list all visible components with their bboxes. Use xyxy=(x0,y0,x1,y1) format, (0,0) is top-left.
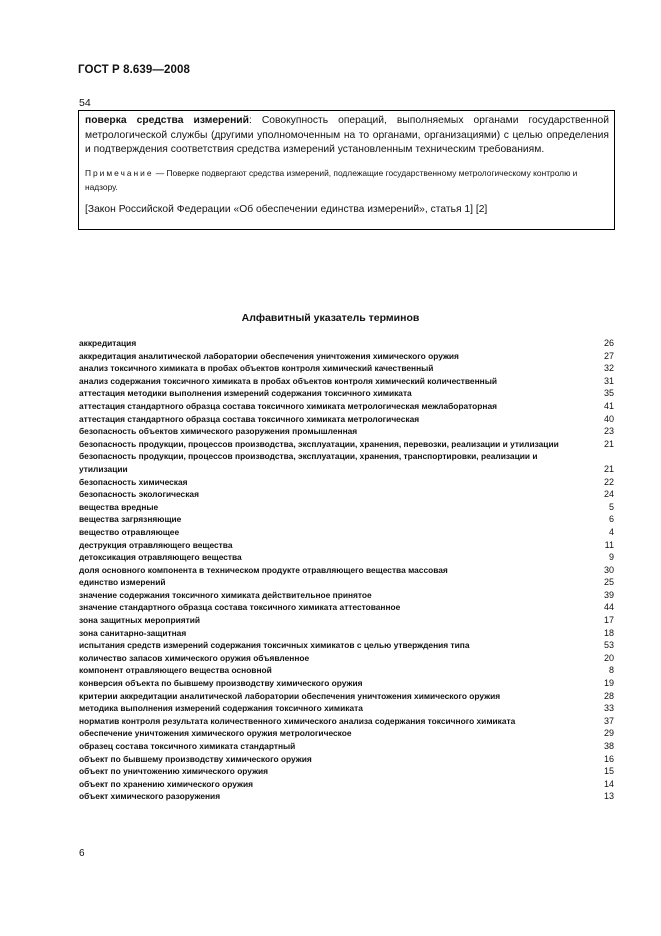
index-entry xyxy=(79,476,614,489)
index-entry xyxy=(79,652,614,665)
index-entry-term: обеспечение уничтожения химического оружия метрологическое xyxy=(79,728,352,739)
index-entry-page: 29 xyxy=(603,728,614,739)
page-number: 6 xyxy=(79,848,85,859)
index-entry-page: 28 xyxy=(603,690,614,701)
index-entry-term: объект химического разоружения xyxy=(79,791,221,802)
index-entry-page: 23 xyxy=(603,426,614,437)
index-entry-page: 53 xyxy=(603,640,614,651)
index-entry-term: значение стандартного образца состава токсичного химиката аттестованное xyxy=(79,602,401,613)
index-entry-term: аттестация методики выполнения измерений содержания токсичного химиката xyxy=(79,388,412,399)
index-entry-page: 26 xyxy=(603,338,614,348)
index-entry xyxy=(79,664,614,677)
index-entry-term: объект по уничтожению химического оружия xyxy=(79,766,269,777)
index-entry-page: 19 xyxy=(603,678,614,689)
index-entry-page: 25 xyxy=(603,577,614,588)
index-entry xyxy=(79,551,614,564)
index-entry-term: детоксикация отравляющего вещества xyxy=(79,552,242,563)
index-entry xyxy=(79,576,614,589)
index-entry xyxy=(79,702,614,715)
index-entry-page: 44 xyxy=(603,602,614,613)
index-entry-term: безопасность объектов химического разоружения промышленная xyxy=(79,426,358,437)
index-entry xyxy=(79,690,614,703)
index-entry xyxy=(79,387,614,400)
index-entry-term: аттестация стандартного образца состава токсичного химиката метрологическая xyxy=(79,413,420,424)
index-entry xyxy=(79,677,614,690)
index-entry-term: вещество отравляющее xyxy=(79,526,180,537)
index-entry-page: 21 xyxy=(603,438,614,449)
index-entry-page: 14 xyxy=(603,778,614,789)
note-label: Примечание xyxy=(85,167,154,178)
index-entry xyxy=(79,425,614,438)
index-entry xyxy=(79,790,614,803)
index-entry-term: единство измерений xyxy=(79,577,166,588)
index-entry-term: вещества вредные xyxy=(79,501,159,512)
index-entry xyxy=(79,413,614,426)
index-entry-term: деструкция отравляющего вещества xyxy=(79,539,233,550)
index-entry-term: безопасность продукции, процессов производства, эксплуатации, хранения, транспортировки, реализации и утилизации xyxy=(79,451,538,474)
index-entry-page: 13 xyxy=(603,791,614,802)
index-entry xyxy=(79,513,614,526)
index-entry xyxy=(79,350,614,363)
index-entry-page: 15 xyxy=(603,766,614,777)
index-entry xyxy=(79,438,614,451)
index-entry-page: 18 xyxy=(603,627,614,638)
term-definition-text: : Совокупность операций, выполняемых органами государственной метрологической службы (другими уполномоченным на то органами, организациями) с целью определения и подтверждения соответствия средства измерений установленным техническим требованиям. xyxy=(85,115,609,155)
index-entry-term: анализ содержания токсичного химиката в пробах объектов контроля химический количественный xyxy=(79,375,498,386)
index-entry xyxy=(79,601,614,614)
index-entry-term: компонент отравляющего вещества основной xyxy=(79,665,272,676)
index-entry-page: 32 xyxy=(603,363,614,374)
index-entry-term: вещества загрязняющие xyxy=(79,514,182,525)
index-entry-term: аттестация стандартного образца состава токсичного химиката метрологическая межлабораторная xyxy=(79,400,497,411)
term-definition xyxy=(85,114,609,158)
index-entry-page: 5 xyxy=(608,501,614,512)
index-entry xyxy=(79,753,614,766)
index-entry-page: 20 xyxy=(603,652,614,663)
index-entry-page: 37 xyxy=(603,715,614,726)
index-entry-term: норматив контроля результата количественного химического анализа содержания токсичного химиката xyxy=(79,715,516,726)
index-entry-term: объект по хранению химического оружия xyxy=(79,778,253,789)
index-entry xyxy=(79,501,614,514)
index-entry-term: конверсия объекта по бывшему производству химического оружия xyxy=(79,678,363,689)
index-entry-page: 27 xyxy=(603,350,614,361)
index-entry xyxy=(79,639,614,652)
index-entry-page: 21 xyxy=(603,463,614,474)
index-entry-page: 9 xyxy=(608,552,614,563)
term-name: поверка средства измерений xyxy=(85,115,249,126)
index-entry-term: испытания средств измерений содержания токсичных химикатов с целью утверждения типа xyxy=(79,640,470,651)
index-entry xyxy=(79,727,614,740)
index-entry-page: 16 xyxy=(603,753,614,764)
index-entry xyxy=(79,778,614,791)
index-entry xyxy=(79,740,614,753)
index-entry xyxy=(79,564,614,577)
index-entry-page: 33 xyxy=(603,703,614,714)
index-entry xyxy=(79,765,614,778)
index-entry-page: 17 xyxy=(603,615,614,626)
index-entry-page: 22 xyxy=(603,476,614,487)
term-entry-number: 54 xyxy=(79,97,91,109)
index-entry-page: 11 xyxy=(604,539,614,550)
index-entry-term: безопасность экологическая xyxy=(79,489,199,500)
index-entry xyxy=(79,614,614,627)
index-entry xyxy=(79,450,614,475)
index-entry xyxy=(79,526,614,539)
index-entry-page: 35 xyxy=(603,388,614,399)
index-entry-term: образец состава токсичного химиката стандартный xyxy=(79,741,296,751)
index-entry-page: 41 xyxy=(603,400,614,411)
index-entry-term: аккредитация xyxy=(79,338,137,348)
index-entry-page: 31 xyxy=(603,375,614,386)
index-entry xyxy=(79,375,614,388)
index-entry xyxy=(79,362,614,375)
index-entry-term: зона защитных мероприятий xyxy=(79,615,201,626)
index-entry-term: объект по бывшему производству химического оружия xyxy=(79,753,312,764)
term-entry-box xyxy=(78,110,615,230)
index-entry-page: 38 xyxy=(603,741,614,751)
note-text: — Поверке подвергают средства измерений, подлежащие государственному метрологическому контролю и надзору. xyxy=(85,167,578,192)
document-header: ГОСТ Р 8.639—2008 xyxy=(78,64,190,76)
index-title: Алфавитный указатель терминов xyxy=(241,312,420,324)
index-entry-term: доля основного компонента в техническом продукте отравляющего вещества массовая xyxy=(79,564,448,575)
index-entry-term: зона санитарно-защитная xyxy=(79,627,187,638)
index-entry-page: 30 xyxy=(603,564,614,575)
term-index-list xyxy=(79,337,614,803)
index-entry-term: безопасность химическая xyxy=(79,476,188,487)
index-entry-page: 6 xyxy=(608,514,614,525)
index-entry-page: 24 xyxy=(603,489,614,500)
index-entry xyxy=(79,627,614,640)
index-entry xyxy=(79,488,614,501)
term-source: [Закон Российской Федерации «Об обеспечении единства измерений», статья 1] [2] xyxy=(85,203,488,215)
index-entry xyxy=(79,400,614,413)
index-entry xyxy=(79,337,614,350)
index-entry-term: количество запасов химического оружия объявленное xyxy=(79,652,310,663)
index-entry-page: 39 xyxy=(603,589,614,600)
index-entry-page: 4 xyxy=(608,526,614,537)
index-entry-term: аккредитация аналитической лаборатории обеспечения уничтожения химического оружия xyxy=(79,350,459,361)
index-entry-term: значение содержания токсичного химиката действительное принятое xyxy=(79,589,372,600)
term-note xyxy=(85,166,609,194)
index-entry xyxy=(79,589,614,602)
index-entry-page: 8 xyxy=(608,665,614,676)
index-entry xyxy=(79,539,614,552)
index-entry-term: методика выполнения измерений содержания токсичного химиката xyxy=(79,703,363,714)
index-entry-term: безопасность продукции, процессов производства, эксплуатации, хранения, перевозки, реализации и утилизации xyxy=(79,438,559,449)
index-entry xyxy=(79,715,614,728)
index-entry-page: 40 xyxy=(603,413,614,424)
index-entry-term: анализ токсичного химиката в пробах объектов контроля химический качественный xyxy=(79,363,434,374)
index-entry-term: критерии аккредитации аналитической лаборатории обеспечения уничтожения химического оружия xyxy=(79,690,501,701)
